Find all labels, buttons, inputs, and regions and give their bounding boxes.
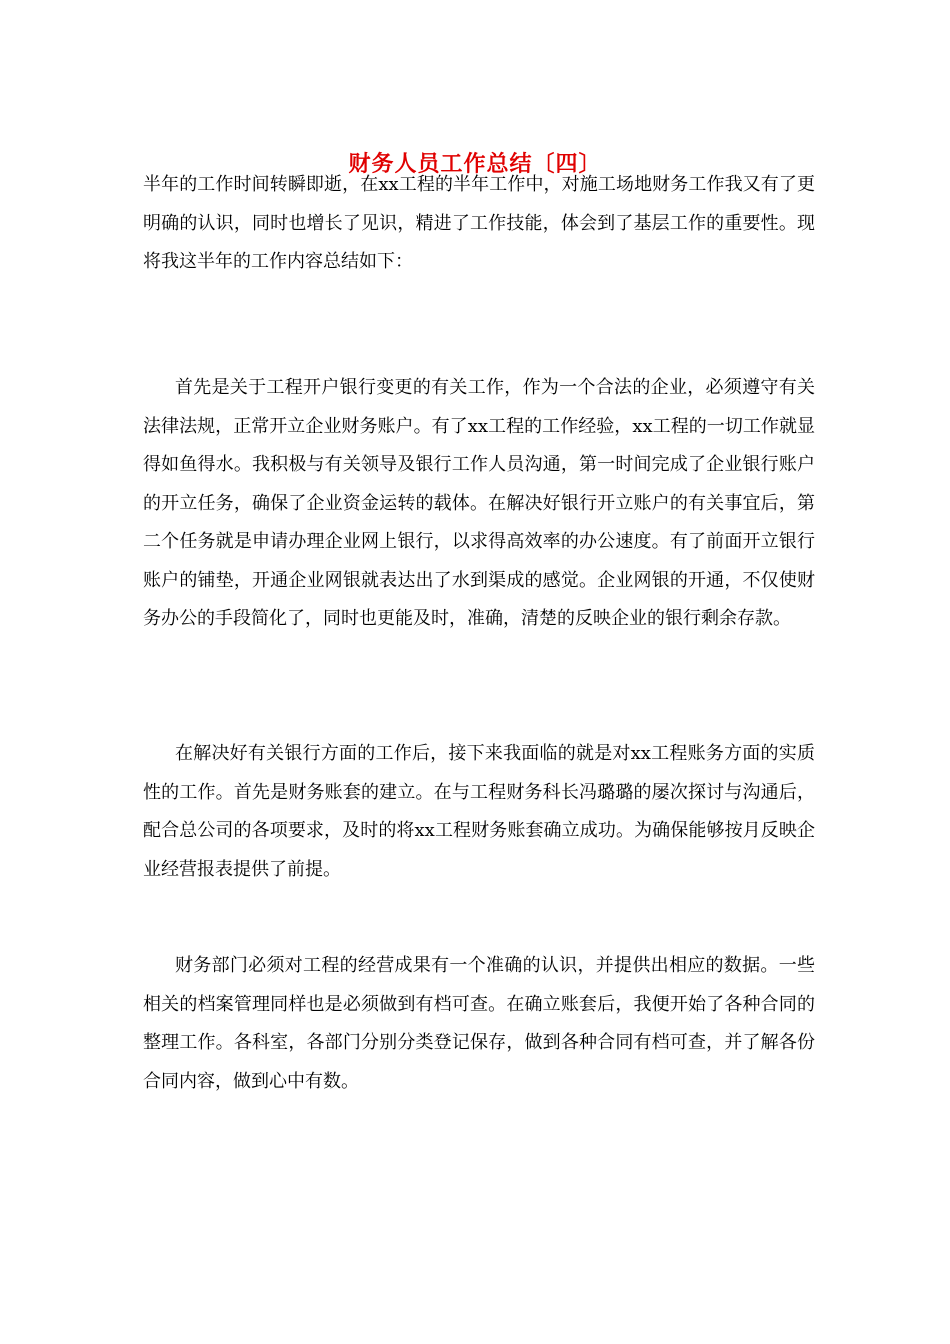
document-title: 财务人员工作总结〔四〕 [348,152,602,177]
paragraph-accounting-setup: 在解决好有关银行方面的工作后，接下来我面临的就是对xx工程账务方面的实质性的工作。首先是财务账套的建立。在与工程财务科长冯璐璐的屡次探讨与沟通后，配合总公司的各项要求，及时的将xx工程财务账套确立成功。为确保能够按月反映企业经营报表提供了前提。 [143,743,815,880]
paragraph-intro: 半年的工作时间转瞬即逝，在xx工程的半年工作中，对施工场地财务工作我又有了更明确的认识，同时也增长了见识，精进了工作技能，体会到了基层工作的重要性。现将我这半年的工作内容总结如下： [143,174,815,272]
paragraph-contract-archives: 财务部门必须对工程的经营成果有一个准确的认识，并提供出相应的数据。一些相关的档案管理同样也是必须做到有档可查。在确立账套后，我便开始了各种合同的整理工作。各科室，各部门分别分类登记保存，做到各种合同有档可查，并了解各份合同内容，做到心中有数。 [143,955,815,1092]
paragraph-bank-account: 首先是关于工程开户银行变更的有关工作，作为一个合法的企业，必须遵守有关法律法规，正常开立企业财务账户。有了xx工程的工作经验，xx工程的一切工作就显得如鱼得水。我积极与有关领导及银行工作人员沟通，第一时间完成了企业银行账户的开立任务，确保了企业资金运转的载体。在解决好银行开立账户的有关事宜后，第二个任务就是申请办理企业网上银行，以求得高效率的办公速度。有了前面开立银行账户的铺垫，开通企业网银就表达出了水到渠成的感觉。企业网银的开通，不仅使财务办公的手段简化了，同时也更能及时，准确，清楚的反映企业的银行剩余存款。 [143,377,815,629]
